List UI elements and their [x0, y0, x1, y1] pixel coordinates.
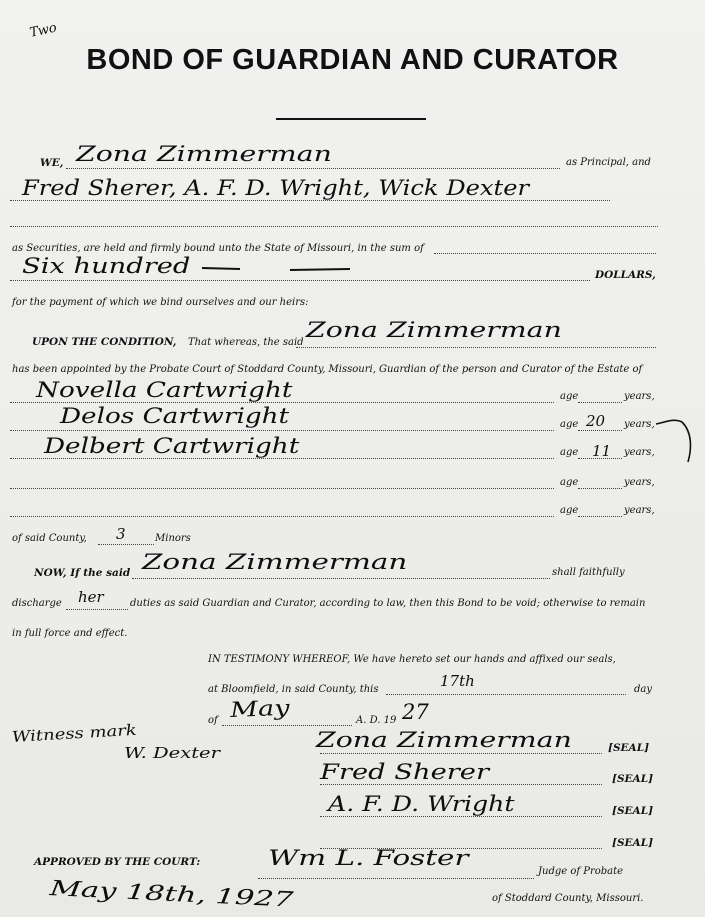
minor-name-line [10, 458, 554, 459]
condition-label: UPON THE CONDITION, [32, 336, 177, 348]
sum-written: Six hundred [22, 254, 191, 278]
payment-clause: for the payment of which we bind ourselves and our heirs: [12, 297, 309, 308]
day-label: day [634, 684, 653, 695]
sum-strike-mark [200, 262, 380, 276]
minor-name-line [10, 402, 554, 403]
pronoun: her [78, 588, 104, 606]
now-label: NOW, If the said [34, 567, 131, 579]
county-label: of said County, [12, 533, 87, 544]
minor-name-line [10, 488, 554, 489]
securities-line [434, 253, 656, 254]
testimony-text: IN TESTIMONY WHEREOF, We have hereto set our hands and affixed our seals, [208, 654, 616, 665]
seal-label: [SEAL] [612, 773, 654, 785]
age-line [578, 516, 622, 517]
age-label: age [560, 505, 579, 516]
we-label: WE, [40, 157, 64, 169]
age-label: age [560, 447, 579, 458]
principal-name: Zona Zimmerman [76, 142, 332, 166]
title-rule [276, 118, 426, 120]
minor-name: Delbert Cartwright [44, 434, 300, 458]
pronoun-line [66, 609, 128, 610]
sureties-line [10, 200, 610, 201]
witness-name: W. Dexter [124, 744, 220, 762]
age-line [578, 430, 622, 431]
seal-label: [SEAL] [612, 837, 654, 849]
minors-label: Minors [155, 533, 191, 544]
securities-text: as Securities, are held and firmly bound unto the State of Missouri, in the sum of [12, 243, 424, 254]
month-written: May [229, 695, 291, 722]
corner-note: Two [28, 20, 59, 41]
years-label: years, [624, 391, 655, 402]
signature: A. F. D. Wright [328, 792, 515, 816]
minor-age: 20 [586, 412, 606, 430]
witness-note: Witness mark [11, 720, 138, 746]
dollars-label: DOLLARS, [595, 269, 656, 281]
signature: Zona Zimmerman [316, 728, 572, 752]
judge-title: Judge of Probate [538, 866, 624, 877]
age-label: age [560, 419, 579, 430]
now-name: Zona Zimmerman [142, 550, 408, 574]
approval-date: May 18th, 1927 [48, 876, 295, 912]
shall-text: shall faithfully [552, 567, 625, 578]
sureties-names: Fred Sherer, A. F. D. Wright, Wick Dexter [22, 176, 530, 200]
seal-label: [SEAL] [612, 805, 654, 817]
blank-line [10, 226, 658, 227]
age-label: age [560, 477, 579, 488]
of-label: of [208, 715, 218, 726]
condition-text: That whereas, the said [188, 337, 304, 348]
minor-age: 11 [592, 442, 612, 460]
minor-name-line [10, 516, 554, 517]
years-label: years, [624, 447, 655, 458]
age-line [578, 402, 622, 403]
location-text: at Bloomfield, in said County, this [208, 684, 379, 695]
day-value: 17th [440, 672, 475, 690]
signature-line [320, 816, 602, 817]
judge-signature: Wm L. Foster [268, 846, 469, 870]
county-count-line [98, 544, 154, 545]
margin-brace [652, 418, 700, 470]
signature: Fred Sherer [320, 760, 489, 784]
seal-label: [SEAL] [608, 742, 650, 754]
appointed-text: has been appointed by the Probate Court of Stoddard County, Missouri, Guardian of the person and Curator of the Estate of [12, 364, 643, 375]
years-label: years, [624, 477, 655, 488]
as-principal-text: as Principal, and [566, 157, 651, 168]
signature-line [320, 784, 602, 785]
discharge-label: discharge [12, 598, 62, 609]
minor-name: Delos Cartwright [60, 404, 290, 428]
ad-label: A. D. 19 [356, 715, 397, 726]
age-line [578, 488, 622, 489]
age-label: age [560, 391, 579, 402]
day-line [386, 694, 626, 695]
duties-text: duties as said Guardian and Curator, according to law, then this Bond to be void; otherwise to remain [130, 598, 646, 609]
minor-name-line [10, 430, 554, 431]
approved-label: APPROVED BY THE COURT: [34, 856, 201, 868]
principal-line [66, 168, 560, 169]
year-written: 27 [402, 700, 429, 724]
minor-count: 3 [116, 525, 126, 543]
years-label: years, [624, 505, 655, 516]
condition-line [296, 347, 656, 348]
now-name-line [132, 578, 550, 579]
signature-line [320, 753, 602, 754]
judge-line [258, 878, 534, 879]
guardian-name: Zona Zimmerman [306, 318, 562, 342]
sum-line [10, 280, 590, 281]
document-title: BOND OF GUARDIAN AND CURATOR [86, 44, 619, 76]
court-name: of Stoddard County, Missouri. [492, 893, 644, 904]
month-line [222, 725, 352, 726]
force-text: in full force and effect. [12, 628, 128, 639]
years-label: years, [624, 419, 655, 430]
minor-name: Novella Cartwright [36, 378, 293, 402]
